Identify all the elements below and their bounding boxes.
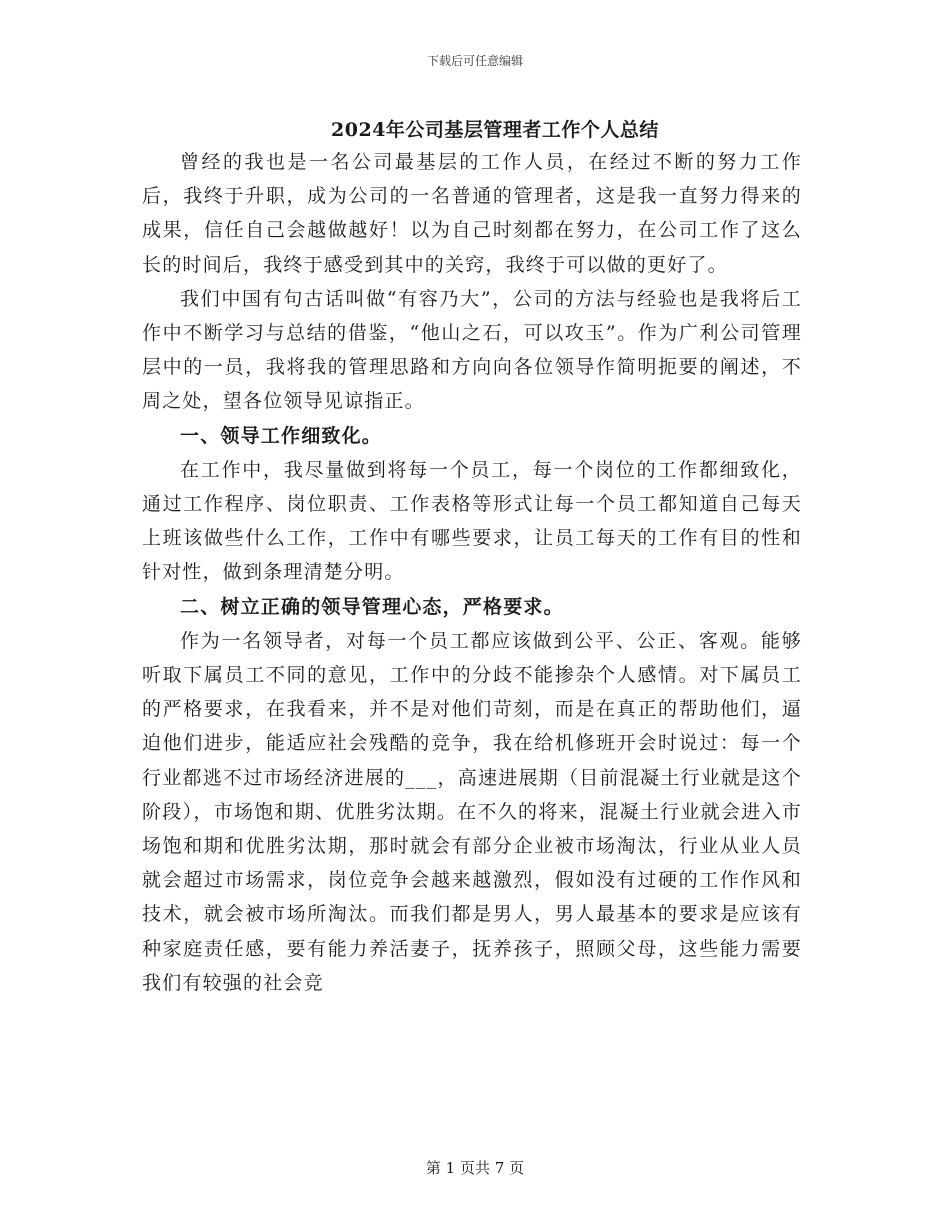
paragraph: 在工作中，我尽量做到将每一个员工，每一个岗位的工作都细致化，通过工作程序、岗位职责、工作表格等形式让每一个员工都知道自己每天上班该做些什么工作，工作中有哪些要求，让员工每天的工作有目的性和针对性，做到条理清楚分明。 — [142, 458, 802, 584]
document-body — [142, 145, 802, 1000]
paragraph: 作为一名领导者，对每一个员工都应该做到公平、公正、客观。能够听取下属员工不同的意见，工作中的分歧不能掺杂个人感情。对下属员工的严格要求，在我看来，并不是对他们苛刻，而是在真正的帮助他们，逼迫他们进步，能适应社会残酷的竞争，我在给机修班开会时说过：每一个行业都逃不过市场经济进展的___，高速进展期（目前混凝土行业就是这个阶段），市场饱和期、优胜劣汰期。在不久的将来，混凝土行业就会进入市场饱和期和优胜劣汰期，那时就会有部分企业被市场淘汰，行业从业人员就会超过市场需求，岗位竞争会越来越激烈，假如没有过硬的工作作风和技术，就会被市场所淘汰。而我们都是男人，男人最基本的要求是应该有种家庭责任感，要有能力养活妻子，抚养孩子，照顾父母，这些能力需要我们有较强的社会竞 — [142, 629, 802, 994]
section-heading: 二、树立正确的领导管理心态，严格要求。 — [180, 595, 564, 618]
section-heading: 一、领导工作细致化。 — [180, 424, 383, 447]
paragraph: 曾经的我也是一名公司最基层的工作人员，在经过不断的努力工作后，我终于升职，成为公司的一名普通的管理者，这是我一直努力得来的成果，信任自己会越做越好！以为自己时刻都在努力，在公司工作了这么长的时间后，我终于感受到其中的关窍，我终于可以做的更好了。 — [142, 151, 802, 276]
header-note: 下载后可任意编辑 — [426, 54, 523, 68]
page-number: 第 1 页共 7 页 — [425, 1159, 525, 1177]
paragraph: 我们中国有句古话叫做“有容乃大”，公司的方法与经验也是我将后工作中不断学习与总结的借鉴，“他山之石，可以攻玉”。作为广利公司管理层中的一员，我将我的管理思路和方向向各位领导作简明扼要的阐述，不周之处，望各位领导见谅指正。 — [142, 287, 802, 413]
document-title: 2024年公司基层管理者工作个人总结 — [331, 119, 659, 141]
